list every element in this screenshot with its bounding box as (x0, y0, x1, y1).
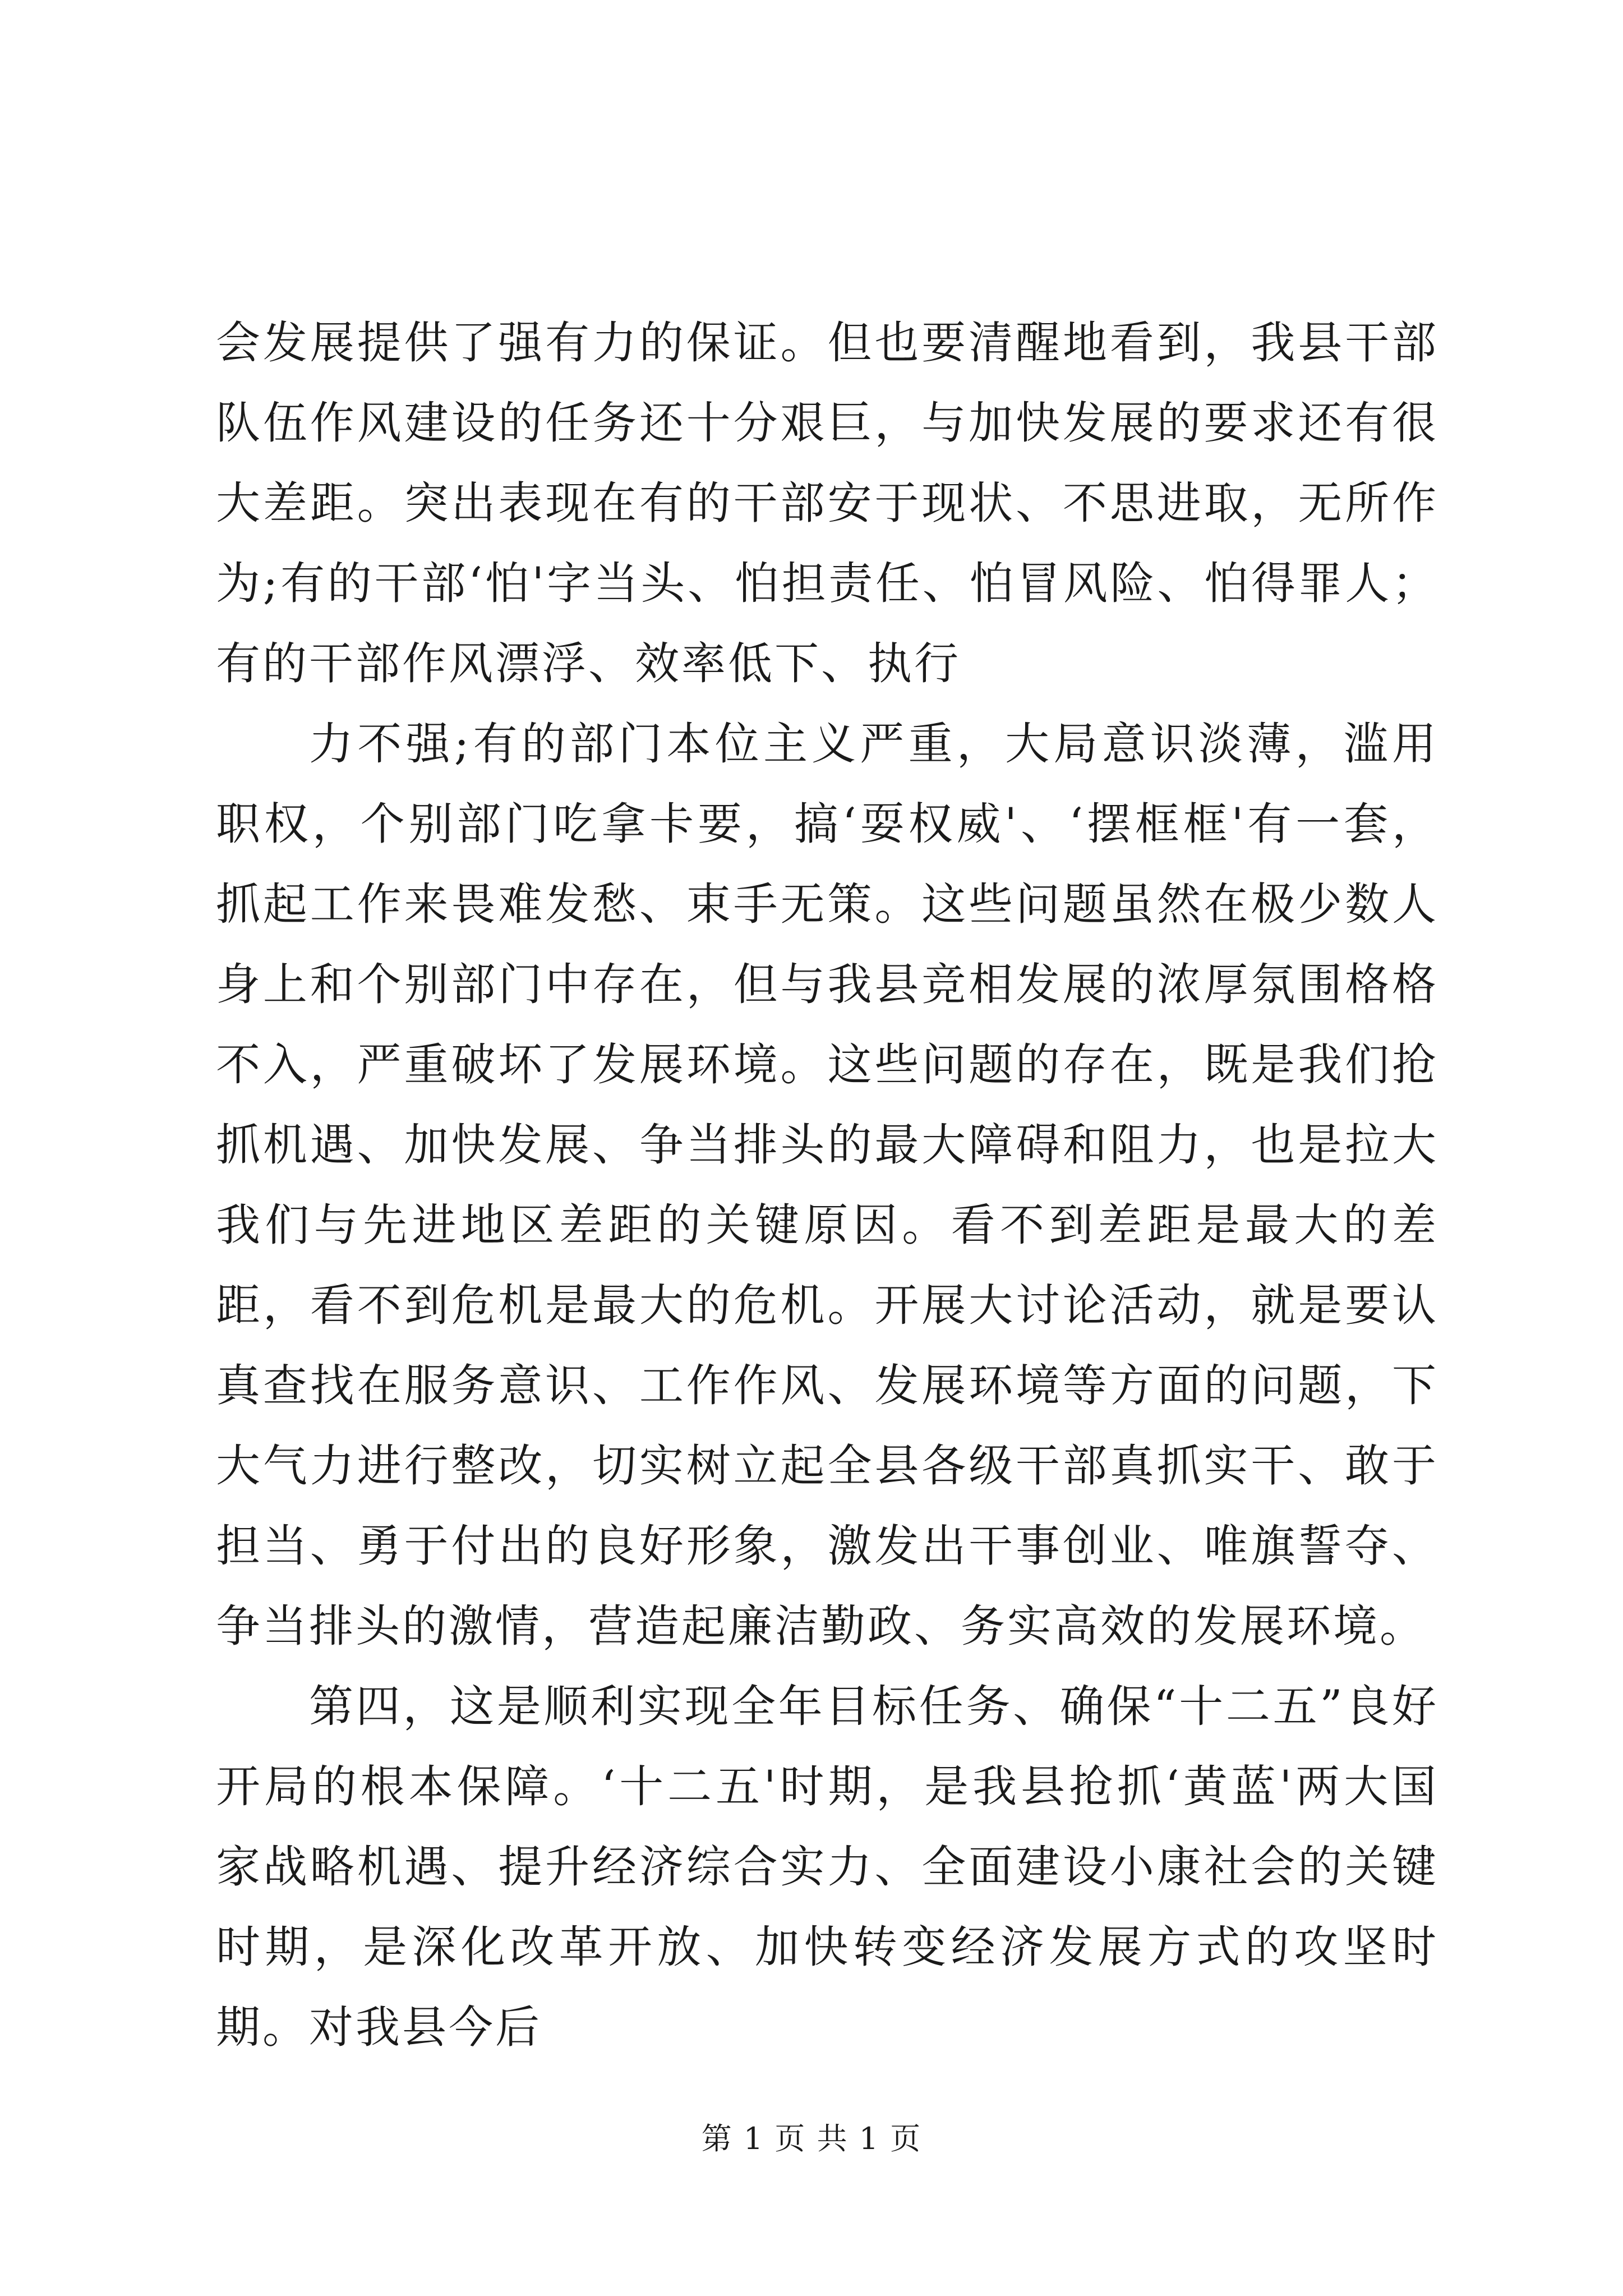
document-body (216, 303, 1438, 2068)
paragraph-1: 会发展提供了强有力的保证。但也要清醒地看到，我县干部队伍作风建设的任务还十分艰巨，与加快发展的要求还有很大差距。突出表现在有的干部安于现状、不思进取，无所作为;有的干部‘怕'字当头、怕担责任、怕冒风险、怕得罪人；有的干部作风漂浮、效率低下、执行 (216, 317, 1438, 689)
paragraph-2: 力不强;有的部门本位主义严重，大局意识淡薄，滥用职权，个别部门吃拿卡要，搞‘耍权威'、‘摆框框'有一套，抓起工作来畏难发愁、束手无策。这些问题虽然在极少数人身上和个别部门中存在，但与我县竞相发展的浓厚氛围格格不入，严重破坏了发展环境。这些问题的存在，既是我们抢抓机遇、加快发展、争当排头的最大障碍和阻力，也是拉大我们与先进地区差距的关键原因。看不到差距是最大的差距，看不到危机是最大的危机。开展大讨论活动，就是要认真查找在服务意识、工作作风、发展环境等方面的问题，下大气力进行整改，切实树立起全县各级干部真抓实干、敢于担当、勇于付出的良好形象，激发出干事创业、唯旗誓夺、争当排头的激情，营造起廉洁勤政、务实高效的发展环境。 (216, 718, 1438, 1652)
paragraph-3: 第四，这是顺利实现全年目标任务、确保“十二五”良好开局的根本保障。‘十二五'时期，是我县抢抓‘黄蓝'两大国家战略机遇、提升经济综合实力、全面建设小康社会的关键时期，是深化改革开放、加快转变经济发展方式的攻坚时期。对我县今后 (216, 1681, 1438, 2053)
page-footer: 第 1 页 共 1 页 (701, 2121, 922, 2156)
